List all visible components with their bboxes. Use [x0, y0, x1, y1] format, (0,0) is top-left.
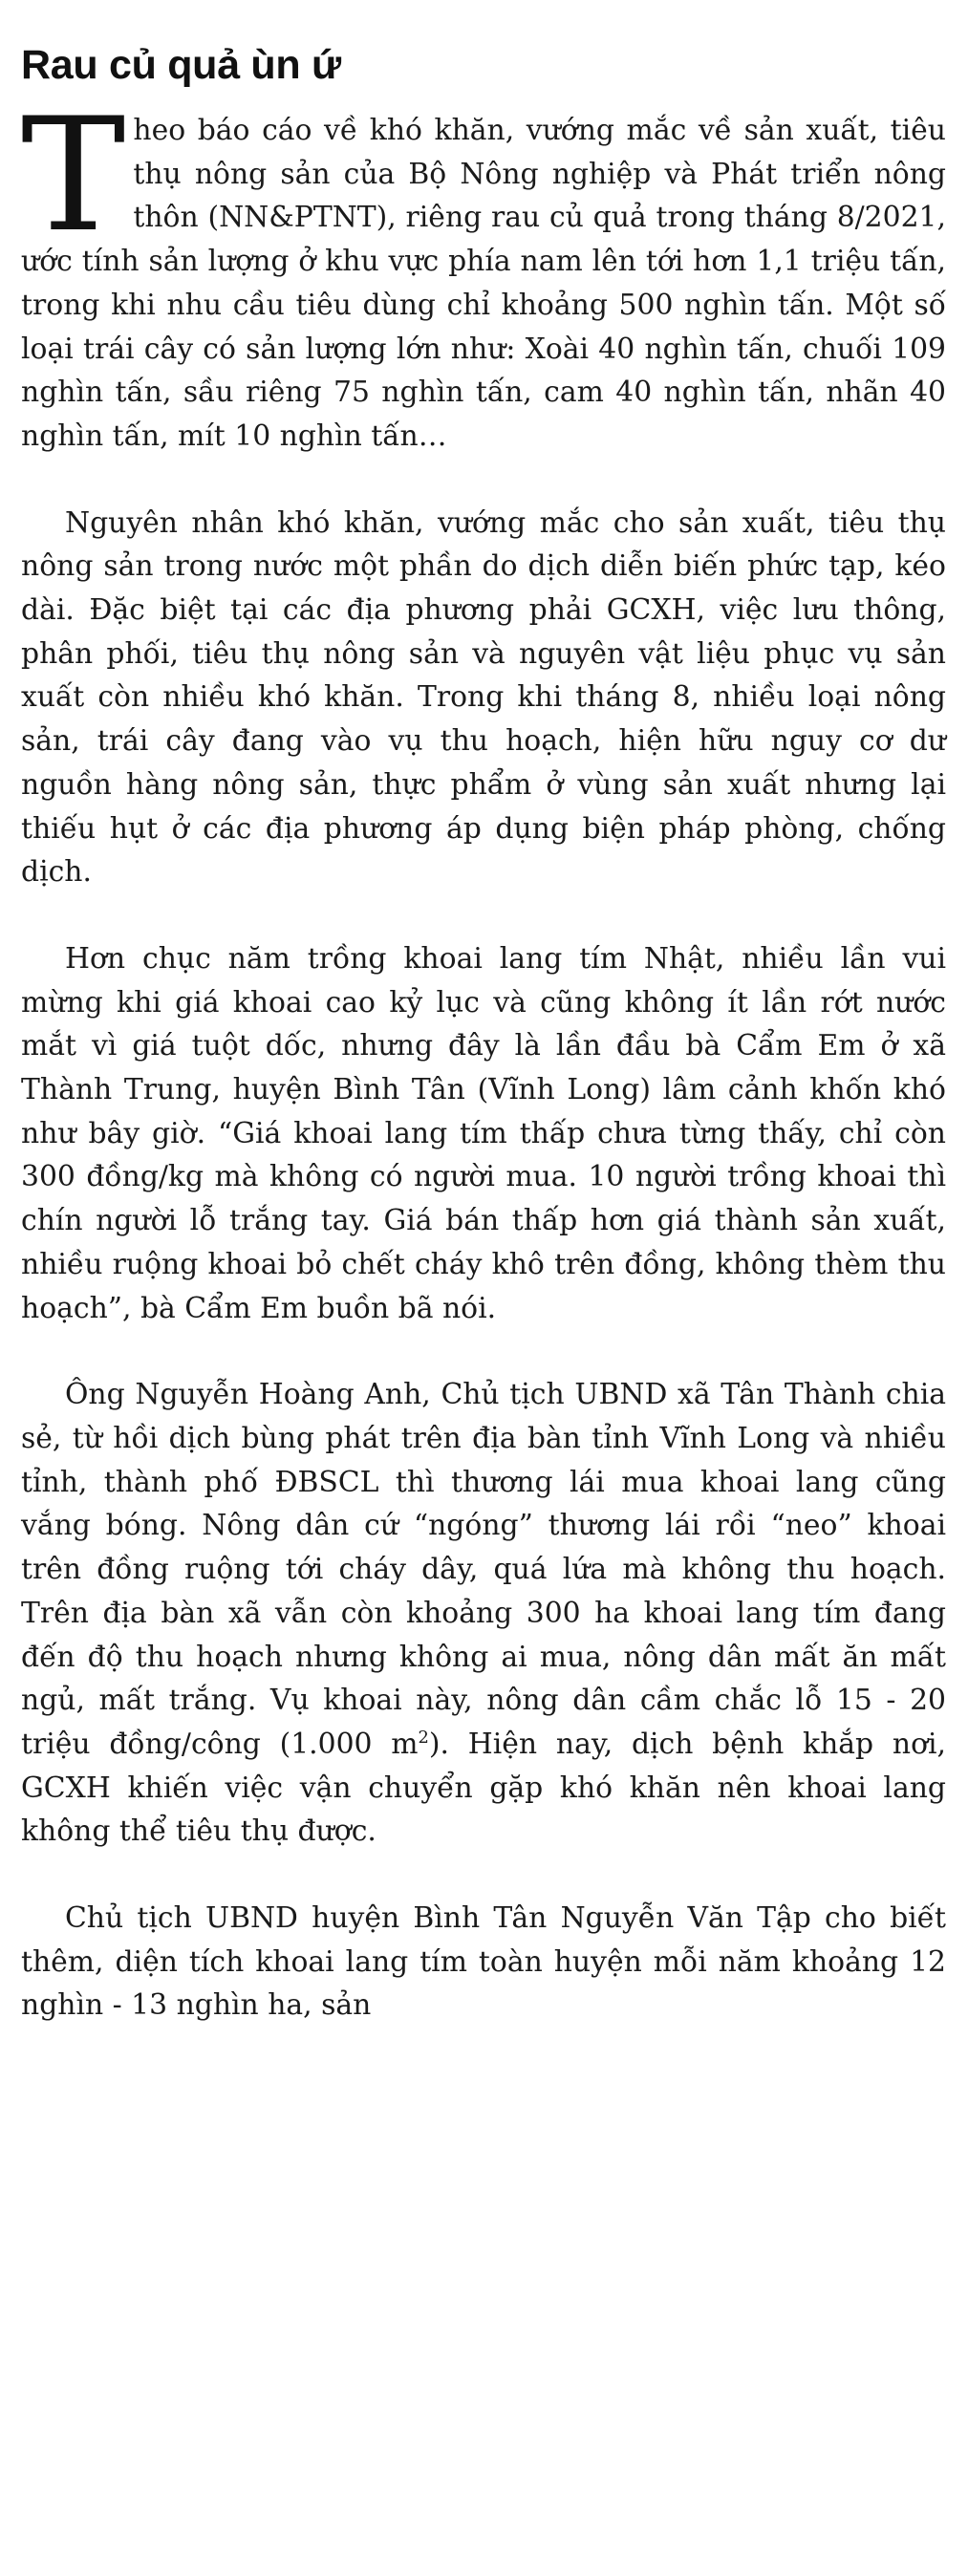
- superscript-2: 2: [418, 1727, 429, 1748]
- paragraph-4-text-b: ). Hiện nay, dịch bệnh khắp nơi, GCXH khiến việc vận chuyển gặp khó khăn nên khoai lang không thể tiêu thụ được.: [21, 1727, 947, 1849]
- article-title: Rau củ quả ùn ứ: [21, 42, 341, 88]
- paragraph-4-text-a: Ông Nguyễn Hoàng Anh, Chủ tịch UBND xã Tân Thành chia sẻ, từ hồi dịch bùng phát trên địa bàn tỉnh Vĩnh Long và nhiều tỉnh, thành phố ĐBSCL thì thương lái mua khoai lang cũng vắng bóng. Nông dân cứ “ngóng” thương lái rồi “neo” khoai trên đồng ruộng tới cháy dây, quá lứa mà không thu hoạch. Trên địa bàn xã vẫn còn khoảng 300 ha khoai lang tím đang đến độ thu hoạch nhưng không ai mua, nông dân mất ăn mất ngủ, mất trắng. Vụ khoai này, nông dân cầm chắc lỗ 15 - 20 triệu đồng/công (1.000 m: [21, 1378, 946, 1761]
- paragraph-4: [21, 1373, 946, 1854]
- drop-cap: T: [21, 84, 126, 267]
- paragraph-3: Hơn chục năm trồng khoai lang tím Nhật, nhiều lần vui mừng khi giá khoai cao kỷ lục và cũng không ít lần rớt nước mắt vì giá tuột dốc, nhưng đây là lần đầu bà Cẩm Em ở xã Thành Trung, huyện Bình Tân (Vĩnh Long) lâm cảnh khốn khó như bây giờ. “Giá khoai lang tím thấp chưa từng thấy, chỉ còn 300 đồng/kg mà không có người mua. 10 người trồng khoai thì chín người lỗ trắng tay. Giá bán thấp hơn giá thành sản xuất, nhiều ruộng khoai bỏ chết cháy khô trên đồng, không thèm thu hoạch”, bà Cẩm Em buồn bã nói.: [21, 941, 946, 1325]
- paragraph-2: Nguyên nhân khó khăn, vướng mắc cho sản xuất, tiêu thụ nông sản trong nước một phần do dịch diễn biến phức tạp, kéo dài. Đặc biệt tại các địa phương phải GCXH, việc lưu thông, phân phối, tiêu thụ nông sản và nguyên vật liệu phục vụ sản xuất còn nhiều khó khăn. Trong khi tháng 8, nhiều loại nông sản, trái cây đang vào vụ thu hoạch, hiện hữu nguy cơ dư nguồn hàng nông sản, thực phẩm ở vùng sản xuất nhưng lại thiếu hụt ở các địa phương áp dụng biện pháp phòng, chống dịch.: [21, 505, 946, 890]
- paragraph-1-text: heo báo cáo về khó khăn, vướng mắc về sản xuất, tiêu thụ nông sản của Bộ Nông nghiệp và Phát triển nông thôn (NN&PTNT), riêng rau củ quả trong tháng 8/2021, ước tính sản lượng ở khu vực phía nam lên tới hơn 1,1 triệu tấn, trong khi nhu cầu tiêu dùng chỉ khoảng 500 nghìn tấn. Một số loại trái cây có sản lượng lớn như: Xoài 40 nghìn tấn, chuối 109 nghìn tấn, sầu riêng 75 nghìn tấn, cam 40 nghìn tấn, nhãn 40 nghìn tấn, mít 10 nghìn tấn…: [21, 114, 946, 453]
- paragraph-5: Chủ tịch UBND huyện Bình Tân Nguyễn Văn Tập cho biết thêm, diện tích khoai lang tím toàn huyện mỗi năm khoảng 12 nghìn - 13 nghìn ha, sản: [21, 1901, 946, 2023]
- paragraph-1: [21, 84, 946, 459]
- article: [21, 38, 946, 2071]
